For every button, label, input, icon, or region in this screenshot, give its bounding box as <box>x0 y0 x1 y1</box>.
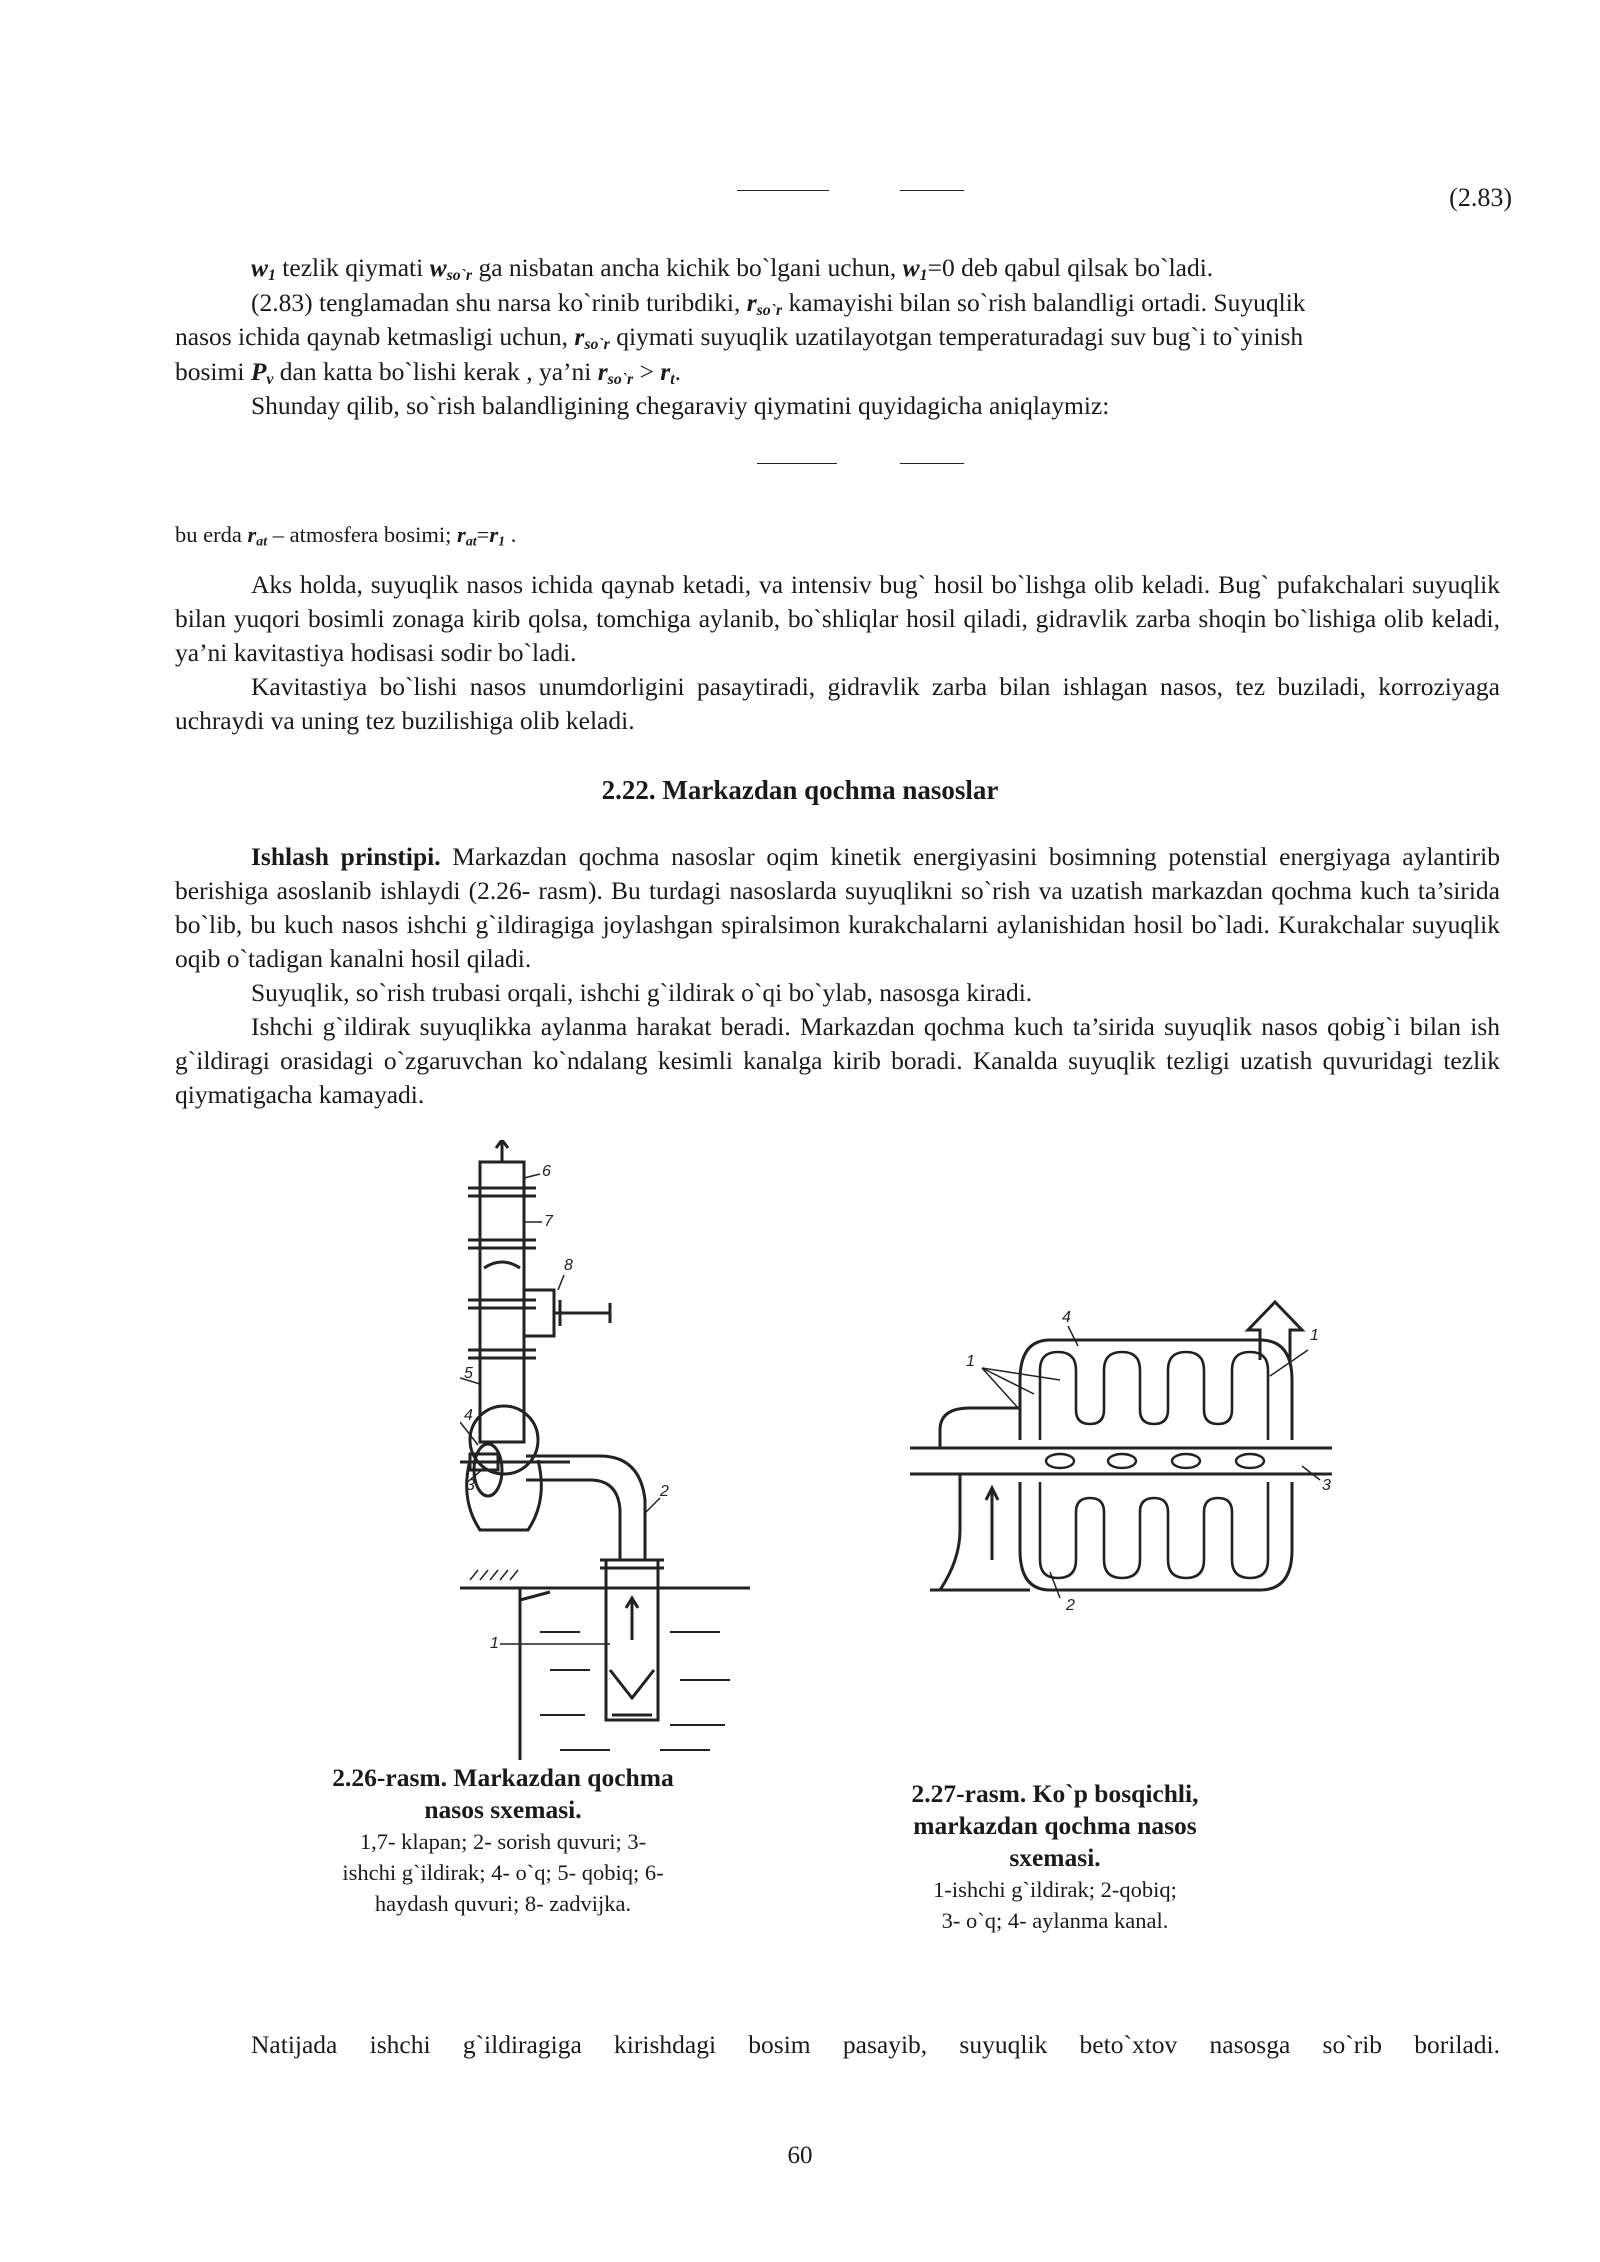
section-heading: 2.22. Markazdan qochma nasoslar <box>601 775 999 805</box>
text: =0 deb qabul qilsak bo`ladi. <box>927 253 1214 282</box>
fig1-label-4: 4 <box>464 1407 473 1424</box>
text: dan katta bo`lishi kerak , ya’ni <box>273 357 598 386</box>
fig1-label-8: 8 <box>564 1257 573 1274</box>
variable-r: r <box>597 357 608 386</box>
subscript: 1 <box>919 266 928 284</box>
equation2-fraction-bar-2 <box>900 463 964 464</box>
text: Shunday qilib, so`rish balandligining chegaraviy qiymatini quyidagicha aniqlaymiz: <box>251 391 1110 420</box>
figure-2-26-title: 2.26-rasm. Markazdan qochma nasos sxemasi. <box>332 1763 674 1824</box>
equation-fraction-bar-1 <box>737 190 829 191</box>
subscript: at <box>256 534 268 550</box>
fig1-label-5: 5 <box>464 1365 473 1382</box>
subscript: 1 <box>268 266 276 284</box>
text: qiymati suyuqlik uzatilayotgan temperaturadagi suv bug`i to`yinish <box>609 322 1304 351</box>
fig1-label-2: 2 <box>660 1483 669 1500</box>
text: Markazdan qochma nasoslar oqim kinetik energiyasini bosimning potenstial energiyaga aylantirib berishiga asoslanib ishlaydi (2.26- rasm). Bu turdagi nasoslarda suyuqlikni so`rish va uzatish markazdan qochma kuch ta’sirida bo`lib, bu kuch nasos ishchi g`ildiragiga joylashgan spiralsimon kurakchalarni aylanishidan hosil bo`ladi. Kurakchalar suyuqlik oqib o`tadigan kanalni hosil qiladi. <box>175 842 1500 973</box>
text: . <box>674 357 681 386</box>
variable-w: w <box>429 253 447 282</box>
figure-2-27-legend-line-2: 3- o`q; 4- aylanma kanal. <box>941 1908 1169 1933</box>
principle-label: Ishlash prinstipi. <box>251 842 441 871</box>
variable-r: r <box>457 522 466 547</box>
variable-r: r <box>247 522 257 547</box>
figure-2-26-caption <box>318 1762 688 1919</box>
subscript: t <box>670 370 675 388</box>
variable-r: r <box>746 288 757 317</box>
text: kamayishi bilan so`rish balandligi ortadi. Suyuqlik <box>782 288 1306 317</box>
text: ga nisbatan ancha kichik bo`lgani uchun, <box>472 253 903 282</box>
figure-2-26-legend: 1,7- klapan; 2- sorish quvuri; 3- ishchi g`ildirak; 4- o`q; 5- qobiq; 6- haydash quvuri; 8- zadvijka. <box>342 1829 664 1916</box>
figure-2-27-title: 2.27-rasm. Ko`p bosqichli, markazdan qochma nasos sxemasi. <box>911 1779 1199 1872</box>
text: – atmosfera bosimi; <box>267 522 458 547</box>
fig2-label-2: 2 <box>1066 1597 1075 1614</box>
figure-2-27-legend-line-1: 1-ishchi g`ildirak; 2-qobiq; <box>933 1877 1177 1902</box>
fig1-label-7: 7 <box>544 1213 553 1230</box>
figure-2-27-caption <box>860 1778 1250 1936</box>
equation-fraction-bar-2 <box>900 190 964 191</box>
text: = <box>476 522 490 547</box>
text: (2.83) tenglamadan shu narsa ko`rinib turibdiki, <box>251 288 747 317</box>
paragraph-principle <box>175 840 1500 976</box>
paragraph-result: Natijada ishchi g`ildiragiga kirishdagi bosim pasayib, suyuqlik beto`xtov nasosga so`rib boriladi. <box>251 2030 1500 2059</box>
subscript: so`r <box>446 266 473 284</box>
paragraph-cavitation-2: Kavitastiya bo`lishi nasos unumdorligini pasaytiradi, gidravlik zarba bilan ishlagan nasos, tez buziladi, korroziyaga uchraydi va uning tez buzilishiga olib keladi. <box>175 672 1500 735</box>
variable-r: r <box>489 522 499 547</box>
paragraph-3 <box>175 389 1500 423</box>
figure-2-27-multistage-pump <box>900 1300 1340 1620</box>
variable-w: w <box>902 253 920 282</box>
subscript: at <box>465 534 477 550</box>
variable-r: r <box>574 322 585 351</box>
equation-number: (2.83) <box>1449 183 1512 212</box>
fig1-label-3: 3 <box>466 1477 475 1494</box>
text: tezlik qiymati <box>275 253 430 282</box>
text: bosimi <box>175 357 251 386</box>
text: bu erda <box>175 522 248 547</box>
page-number: 60 <box>787 2142 813 2169</box>
figure-2-26-pump-scheme <box>460 1140 750 1760</box>
paragraph-intake: Suyuqlik, so`rish trubasi orqali, ishchi g`ildirak o`qi bo`ylab, nasosga kiradi. <box>251 978 1033 1007</box>
fig1-label-1: 1 <box>490 1635 499 1652</box>
paragraph-impeller: Ishchi g`ildirak suyuqlikka aylanma harakat beradi. Markazdan qochma kuch ta’sirida suyuqlik nasos qobig`i bilan ish g`ildiragi orasidagi o`zgaruvchan ko`ndalang kesimli kanalga kirib boradi. Kanalda suyuqlik tezligi uzatish quvuridagi tezlik qiymatigacha kamayadi. <box>175 1012 1500 1109</box>
text: > <box>633 357 661 386</box>
paragraph-cavitation-1: Aks holda, suyuqlik nasos ichida qaynab ketadi, va intensiv bug` hosil bo`lishga olib keladi. Bug` pufakchalari suyuqlik bilan yuqori bosimli zonaga kirib qolsa, tomchiga aylanib, bo`shliqlar hosil qiladi, gidravlik zarba shoqin bo`lishiga olib keladi, ya’ni kavitastiya hodisasi sodir bo`ladi. <box>175 570 1500 667</box>
variable-r: r <box>660 357 671 386</box>
subscript: so`r <box>756 301 783 319</box>
subscript: 1 <box>498 534 506 550</box>
fig1-label-6: 6 <box>542 1163 551 1180</box>
fig2-label-3: 3 <box>1322 1477 1331 1494</box>
text: nasos ichida qaynab ketmasligi uchun, <box>175 322 575 351</box>
fig2-label-1-left: 1 <box>966 1353 975 1370</box>
where-clause <box>175 518 1500 559</box>
subscript: v <box>266 370 274 388</box>
text: . <box>505 522 517 547</box>
equation2-fraction-bar-1 <box>757 463 837 464</box>
fig2-label-1-right: 1 <box>1310 1327 1319 1344</box>
variable-p: P <box>250 357 267 386</box>
subscript: so`r <box>607 370 634 388</box>
variable-w: w <box>251 253 269 282</box>
fig2-label-4: 4 <box>1062 1309 1071 1326</box>
subscript: so`r <box>584 335 610 353</box>
